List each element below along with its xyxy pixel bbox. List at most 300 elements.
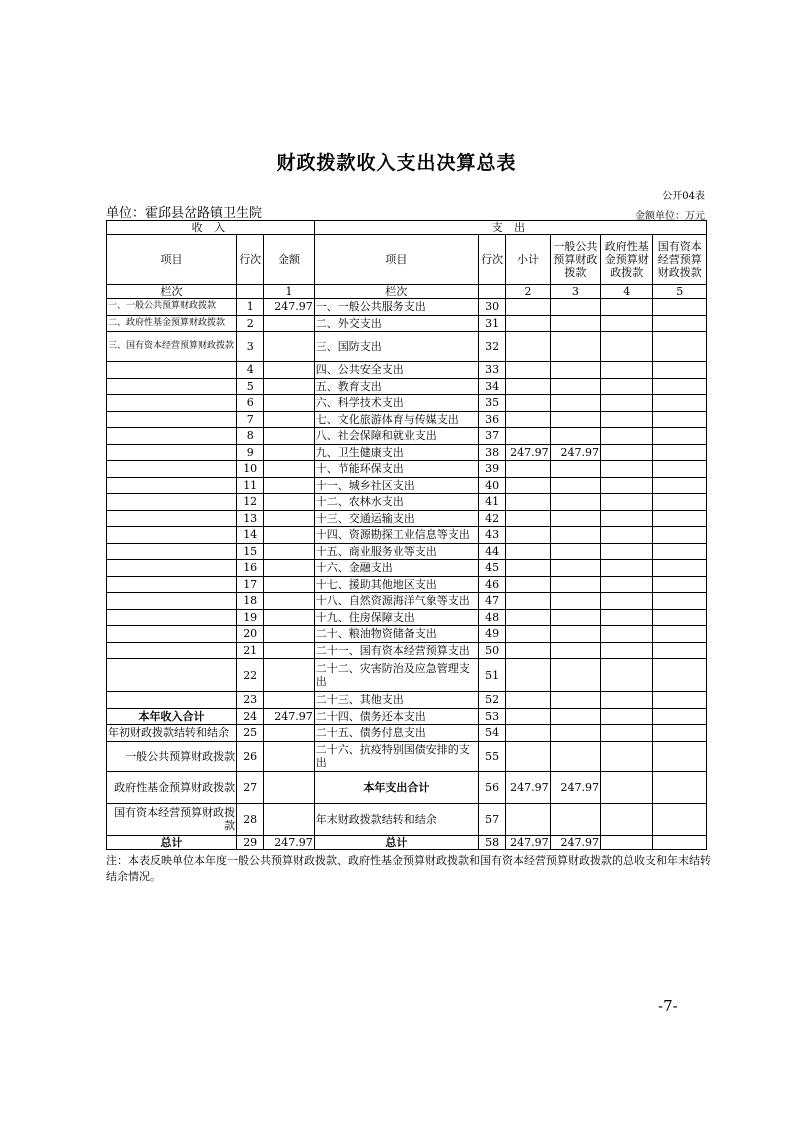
empty-cell <box>107 477 237 494</box>
table-row <box>107 642 707 659</box>
table-row <box>107 626 707 643</box>
income-line-number: 23 <box>237 692 264 709</box>
summary-expense-line-number: 57 <box>479 803 506 835</box>
empty-cell <box>107 510 237 527</box>
expense-item: 二十、粮油物资储备支出 <box>314 626 478 643</box>
expense-item: 十四、资源勘探工业信息等支出 <box>314 527 478 544</box>
empty-cell <box>653 626 707 643</box>
income-line-number: 21 <box>237 642 264 659</box>
summary-subtotal: 247.97 <box>506 771 550 803</box>
empty-cell <box>653 835 707 849</box>
table-row <box>107 494 707 511</box>
expense-item: 二十四、债务还本支出 <box>314 708 478 725</box>
expense-subtotal <box>506 527 550 544</box>
income-item: 二、政府性基金预算财政拨款 <box>107 315 237 332</box>
table-row <box>107 477 707 494</box>
expense-general-budget <box>550 378 600 395</box>
summary-subtotal: 247.97 <box>506 835 550 849</box>
empty-cell <box>601 642 653 659</box>
expense-line-number: 31 <box>479 315 506 332</box>
expense-item: 八、社会保障和就业支出 <box>314 428 478 445</box>
empty-cell <box>107 642 237 659</box>
empty-cell <box>653 543 707 560</box>
expense-general-budget <box>550 299 600 316</box>
table-row <box>107 803 707 835</box>
expense-line-number: 47 <box>479 593 506 610</box>
expense-subtotal <box>506 642 550 659</box>
empty-cell <box>601 725 653 742</box>
income-line-number: 4 <box>237 362 264 379</box>
expense-general-budget <box>550 411 600 428</box>
expense-line-number: 51 <box>479 659 506 692</box>
summary-item: 本年收入合计 <box>107 708 237 725</box>
summary-expense-line-number: 58 <box>479 835 506 849</box>
table-row <box>107 725 707 742</box>
expense-subtotal <box>506 510 550 527</box>
expense-general-budget <box>550 315 600 332</box>
expense-subtotal <box>506 543 550 560</box>
table-row <box>107 659 707 692</box>
expense-subtotal <box>506 461 550 478</box>
expense-line-number: 39 <box>479 461 506 478</box>
expense-general-budget <box>550 332 600 362</box>
empty-cell <box>653 477 707 494</box>
expense-line-header: 行次 <box>479 235 506 285</box>
expense-line-number: 46 <box>479 576 506 593</box>
summary-line-number: 29 <box>237 835 264 849</box>
empty-cell <box>653 428 707 445</box>
empty-cell <box>264 461 314 478</box>
empty-cell <box>601 395 653 412</box>
income-line-number: 3 <box>237 332 264 362</box>
income-amount <box>264 315 314 332</box>
expense-line-number: 35 <box>479 395 506 412</box>
income-line-number: 16 <box>237 560 264 577</box>
expense-subtotal <box>506 395 550 412</box>
empty-cell <box>653 593 707 610</box>
expense-subtotal <box>506 626 550 643</box>
expense-item: 六、科学技术支出 <box>314 395 478 412</box>
empty-cell <box>601 835 653 849</box>
empty-cell <box>601 609 653 626</box>
expense-subtotal <box>506 593 550 610</box>
expense-item: 十八、自然资源海洋气象等支出 <box>314 593 478 610</box>
income-amount-header: 金额 <box>264 235 314 285</box>
income-line-header: 行次 <box>237 235 264 285</box>
empty-cell <box>107 576 237 593</box>
empty-cell <box>653 576 707 593</box>
empty-cell <box>107 609 237 626</box>
empty-cell <box>653 659 707 692</box>
empty-cell <box>107 362 237 379</box>
summary-amount: 247.97 <box>264 835 314 849</box>
summary-line-number: 28 <box>237 803 264 835</box>
footnote: 注：本表反映单位本年度一般公共预算财政拨款、政府性基金预算财政拨款和国有资本经营预算财政拨款的总收支和年末结转结余情况。 <box>106 854 711 883</box>
expense-line-number: 53 <box>479 708 506 725</box>
empty-cell <box>653 315 707 332</box>
empty-cell <box>653 494 707 511</box>
expense-general-budget <box>550 642 600 659</box>
expense-subtotal <box>506 477 550 494</box>
empty-cell <box>601 332 653 362</box>
subtotal-header: 小计 <box>506 235 550 285</box>
expense-item: 七、文化旅游体育与传媒支出 <box>314 411 478 428</box>
summary-item: 年初财政拨款结转和结余 <box>107 725 237 742</box>
empty-cell <box>237 285 264 299</box>
empty-cell <box>653 560 707 577</box>
expense-subtotal <box>506 362 550 379</box>
empty-cell <box>653 741 707 771</box>
column-number-1: 1 <box>264 285 314 299</box>
empty-cell <box>653 510 707 527</box>
empty-cell <box>601 626 653 643</box>
table-row <box>107 527 707 544</box>
expense-line-number: 38 <box>479 444 506 461</box>
empty-cell <box>264 609 314 626</box>
empty-cell <box>107 593 237 610</box>
empty-cell <box>264 642 314 659</box>
summary-expense-item: 总计 <box>314 835 478 849</box>
expense-item: 二十三、其他支出 <box>314 692 478 709</box>
page-title: 财政拨款收入支出决算总表 <box>276 152 517 174</box>
empty-cell <box>107 378 237 395</box>
income-item: 三、国有资本经营预算财政拨款 <box>107 332 237 362</box>
empty-cell <box>264 395 314 412</box>
empty-cell <box>107 659 237 692</box>
empty-cell <box>601 560 653 577</box>
empty-cell <box>653 299 707 316</box>
income-line-number: 2 <box>237 315 264 332</box>
income-line-number: 17 <box>237 576 264 593</box>
empty-cell <box>601 771 653 803</box>
summary-general-budget: 247.97 <box>550 771 600 803</box>
empty-cell <box>264 378 314 395</box>
expense-subtotal <box>506 576 550 593</box>
column-label-left: 栏次 <box>107 285 237 299</box>
expense-line-number: 36 <box>479 411 506 428</box>
empty-cell <box>601 543 653 560</box>
summary-amount: 247.97 <box>264 708 314 725</box>
empty-cell <box>264 510 314 527</box>
income-line-number: 1 <box>237 299 264 316</box>
income-line-number: 8 <box>237 428 264 445</box>
expense-item: 三、国防支出 <box>314 332 478 362</box>
gov-fund-header: 政府性基金预算财政拨款 <box>601 235 653 285</box>
expense-header: 支 出 <box>314 221 706 235</box>
table-row <box>107 362 707 379</box>
empty-cell <box>264 477 314 494</box>
expense-subtotal <box>506 428 550 445</box>
expense-line-number: 52 <box>479 692 506 709</box>
summary-amount <box>264 725 314 742</box>
expense-general-budget <box>550 609 600 626</box>
summary-expense-line-number: 56 <box>479 771 506 803</box>
empty-cell <box>107 527 237 544</box>
expense-line-number: 32 <box>479 332 506 362</box>
empty-cell <box>264 444 314 461</box>
expense-subtotal <box>506 560 550 577</box>
column-number-5: 5 <box>653 285 707 299</box>
expense-subtotal: 247.97 <box>506 444 550 461</box>
expense-subtotal <box>506 411 550 428</box>
empty-cell <box>107 395 237 412</box>
table-row <box>107 411 707 428</box>
empty-cell <box>264 560 314 577</box>
empty-cell <box>601 593 653 610</box>
table-row <box>107 741 707 771</box>
expense-subtotal <box>506 708 550 725</box>
empty-cell <box>653 411 707 428</box>
empty-cell <box>601 315 653 332</box>
expense-general-budget <box>550 543 600 560</box>
expense-item: 十五、商业服务业等支出 <box>314 543 478 560</box>
table-row <box>107 560 707 577</box>
column-number-4: 4 <box>601 285 653 299</box>
table-row <box>107 299 707 316</box>
expense-general-budget <box>550 708 600 725</box>
empty-cell <box>264 428 314 445</box>
table-row <box>107 510 707 527</box>
expense-line-number: 48 <box>479 609 506 626</box>
expense-line-number: 54 <box>479 725 506 742</box>
empty-cell <box>264 494 314 511</box>
empty-cell <box>601 692 653 709</box>
column-label-right: 栏次 <box>314 285 478 299</box>
expense-general-budget <box>550 494 600 511</box>
empty-cell <box>653 692 707 709</box>
table-row <box>107 771 707 803</box>
table-row <box>107 576 707 593</box>
table-row <box>107 395 707 412</box>
income-line-number: 22 <box>237 659 264 692</box>
expense-general-budget <box>550 510 600 527</box>
expense-line-number: 33 <box>479 362 506 379</box>
expense-subtotal <box>506 332 550 362</box>
empty-cell <box>601 428 653 445</box>
expense-item: 一、一般公共服务支出 <box>314 299 478 316</box>
empty-cell <box>601 494 653 511</box>
expense-general-budget <box>550 527 600 544</box>
expense-line-number: 55 <box>479 741 506 771</box>
empty-cell <box>601 299 653 316</box>
table-row <box>107 444 707 461</box>
empty-cell <box>264 576 314 593</box>
table-row <box>107 609 707 626</box>
expense-general-budget <box>550 560 600 577</box>
expense-general-budget <box>550 362 600 379</box>
table-row <box>107 428 707 445</box>
income-line-number: 11 <box>237 477 264 494</box>
empty-cell <box>653 461 707 478</box>
table-body <box>107 221 707 850</box>
income-line-number: 9 <box>237 444 264 461</box>
income-amount: 247.97 <box>264 299 314 316</box>
empty-cell <box>264 692 314 709</box>
empty-cell <box>601 378 653 395</box>
budget-table <box>106 220 707 850</box>
summary-item: 国有资本经营预算财政拨款 <box>107 803 237 835</box>
empty-cell <box>601 708 653 725</box>
expense-item: 九、卫生健康支出 <box>314 444 478 461</box>
summary-general-budget: 247.97 <box>550 835 600 849</box>
expense-line-number: 50 <box>479 642 506 659</box>
expense-general-budget <box>550 593 600 610</box>
table-row <box>107 835 707 849</box>
expense-general-budget <box>550 741 600 771</box>
income-line-number: 12 <box>237 494 264 511</box>
empty-cell <box>601 444 653 461</box>
empty-cell <box>107 428 237 445</box>
expense-line-number: 45 <box>479 560 506 577</box>
empty-cell <box>653 444 707 461</box>
column-number-3: 3 <box>550 285 600 299</box>
expense-general-budget <box>550 692 600 709</box>
income-item-header: 项目 <box>107 235 237 285</box>
empty-cell <box>601 362 653 379</box>
empty-cell <box>264 543 314 560</box>
empty-cell <box>601 477 653 494</box>
expense-item: 二十六、抗疫特别国债安排的支出 <box>314 741 478 771</box>
empty-cell <box>601 461 653 478</box>
income-line-number: 7 <box>237 411 264 428</box>
summary-amount <box>264 803 314 835</box>
unit-label: 单位：霍邱县岔路镇卫生院 <box>106 206 263 221</box>
empty-cell <box>653 725 707 742</box>
expense-general-budget <box>550 576 600 593</box>
expense-subtotal <box>506 494 550 511</box>
empty-cell <box>107 692 237 709</box>
summary-amount <box>264 771 314 803</box>
expense-general-budget <box>550 395 600 412</box>
expense-item: 十一、城乡社区支出 <box>314 477 478 494</box>
expense-line-number: 41 <box>479 494 506 511</box>
expense-item: 十二、农林水支出 <box>314 494 478 511</box>
income-line-number: 10 <box>237 461 264 478</box>
income-amount <box>264 332 314 362</box>
empty-cell <box>264 527 314 544</box>
empty-cell <box>601 741 653 771</box>
expense-item: 十三、交通运输支出 <box>314 510 478 527</box>
table-row <box>107 593 707 610</box>
expense-line-number: 43 <box>479 527 506 544</box>
empty-cell <box>653 803 707 835</box>
expense-item: 四、公共安全支出 <box>314 362 478 379</box>
table-row <box>107 315 707 332</box>
expense-general-budget: 247.97 <box>550 444 600 461</box>
general-budget-header: 一般公共预算财政拨款 <box>550 235 600 285</box>
summary-item: 一般公共预算财政拨款 <box>107 741 237 771</box>
expense-line-number: 34 <box>479 378 506 395</box>
empty-cell <box>653 395 707 412</box>
expense-item: 二十二、灾害防治及应急管理支出 <box>314 659 478 692</box>
expense-subtotal <box>506 741 550 771</box>
expense-general-budget <box>550 659 600 692</box>
expense-subtotal <box>506 609 550 626</box>
expense-subtotal <box>506 659 550 692</box>
expense-item: 二十五、债务付息支出 <box>314 725 478 742</box>
table-row <box>107 332 707 362</box>
empty-cell <box>653 771 707 803</box>
expense-line-number: 40 <box>479 477 506 494</box>
table-row <box>107 692 707 709</box>
expense-item: 十七、援助其他地区支出 <box>314 576 478 593</box>
empty-cell <box>107 494 237 511</box>
expense-general-budget <box>550 725 600 742</box>
empty-cell <box>107 461 237 478</box>
empty-cell <box>653 609 707 626</box>
empty-cell <box>264 593 314 610</box>
expense-item-header: 项目 <box>314 235 478 285</box>
expense-general-budget <box>550 428 600 445</box>
empty-cell <box>653 708 707 725</box>
summary-item: 总计 <box>107 835 237 849</box>
empty-cell <box>264 626 314 643</box>
expense-general-budget <box>550 461 600 478</box>
expense-subtotal <box>506 299 550 316</box>
empty-cell <box>601 803 653 835</box>
empty-cell <box>653 378 707 395</box>
expense-line-number: 37 <box>479 428 506 445</box>
empty-cell <box>653 527 707 544</box>
expense-general-budget <box>550 626 600 643</box>
empty-cell <box>264 659 314 692</box>
column-number-2: 2 <box>506 285 550 299</box>
empty-cell <box>107 543 237 560</box>
empty-cell <box>653 362 707 379</box>
table-row <box>107 461 707 478</box>
summary-line-number: 25 <box>237 725 264 742</box>
expense-item: 十九、住房保障支出 <box>314 609 478 626</box>
expense-item: 二、外交支出 <box>314 315 478 332</box>
expense-subtotal <box>506 725 550 742</box>
empty-cell <box>653 642 707 659</box>
summary-amount <box>264 741 314 771</box>
income-line-number: 20 <box>237 626 264 643</box>
expense-line-number: 44 <box>479 543 506 560</box>
summary-expense-item: 本年支出合计 <box>314 771 478 803</box>
expense-line-number: 30 <box>479 299 506 316</box>
summary-general-budget <box>550 803 600 835</box>
expense-item: 十六、金融支出 <box>314 560 478 577</box>
empty-cell <box>264 411 314 428</box>
income-line-number: 5 <box>237 378 264 395</box>
expense-item: 十、节能环保支出 <box>314 461 478 478</box>
empty-cell <box>653 332 707 362</box>
summary-expense-item: 年末财政拨款结转和结余 <box>314 803 478 835</box>
state-capital-header: 国有资本经营预算财政拨款 <box>653 235 707 285</box>
summary-item: 政府性基金预算财政拨款 <box>107 771 237 803</box>
expense-general-budget <box>550 477 600 494</box>
empty-cell <box>107 626 237 643</box>
table-row <box>107 543 707 560</box>
income-header: 收 入 <box>107 221 315 235</box>
expense-subtotal <box>506 315 550 332</box>
expense-item: 五、教育支出 <box>314 378 478 395</box>
empty-cell <box>107 444 237 461</box>
empty-cell <box>601 510 653 527</box>
page-number: -7- <box>658 997 678 1015</box>
empty-cell <box>601 527 653 544</box>
expense-subtotal <box>506 378 550 395</box>
table-row <box>107 708 707 725</box>
empty-cell <box>479 285 506 299</box>
expense-line-number: 42 <box>479 510 506 527</box>
income-line-number: 13 <box>237 510 264 527</box>
expense-item: 二十一、国有资本经营预算支出 <box>314 642 478 659</box>
empty-cell <box>107 560 237 577</box>
expense-line-number: 49 <box>479 626 506 643</box>
empty-cell <box>601 576 653 593</box>
